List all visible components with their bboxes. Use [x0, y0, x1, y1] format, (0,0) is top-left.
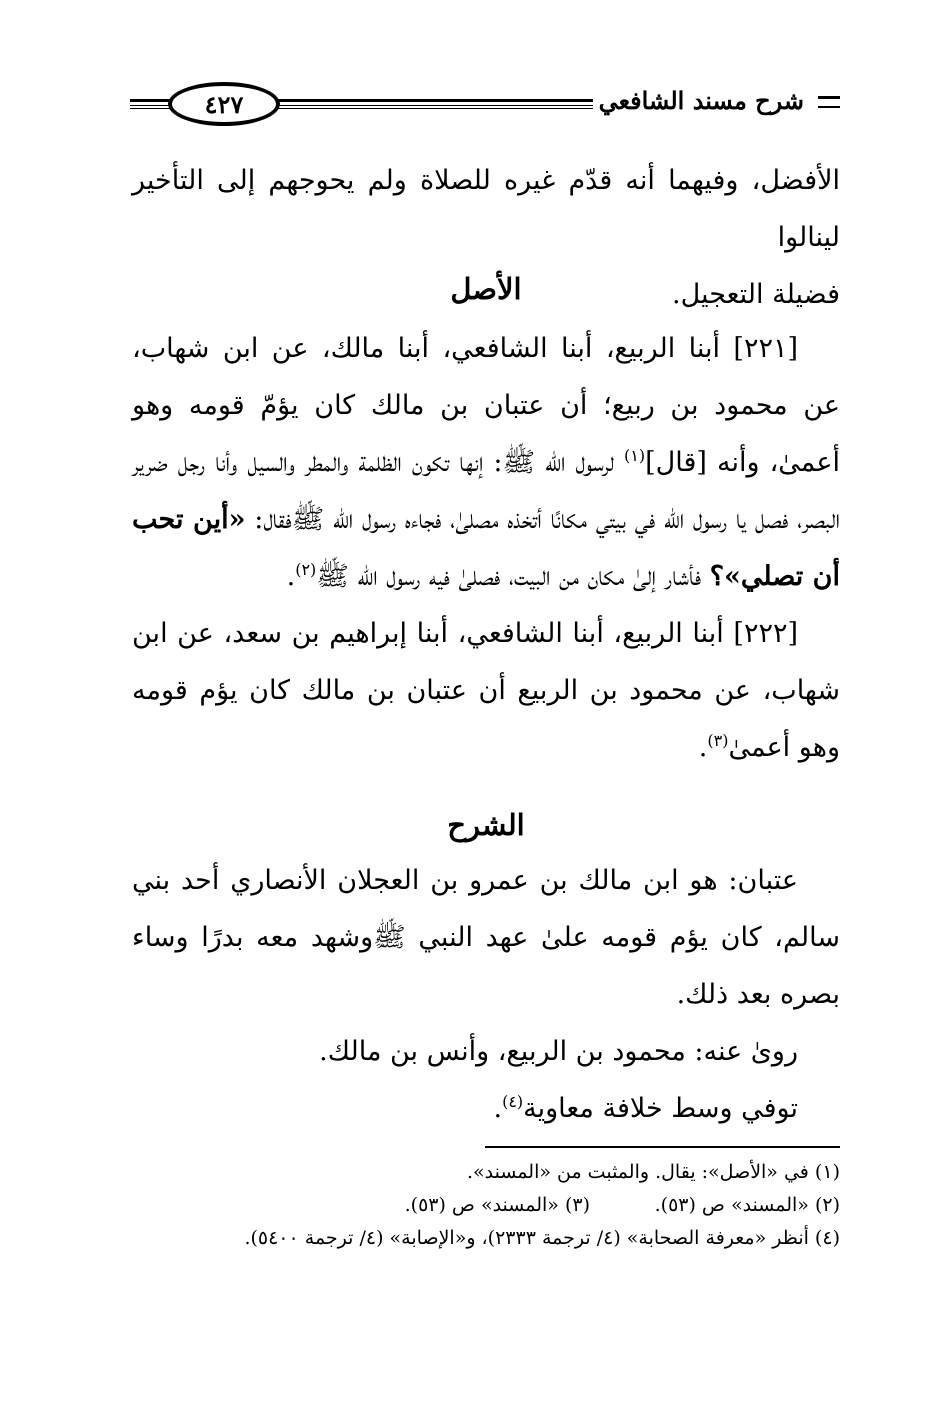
- footnote-3: (٣) «المسند» ص (٥٣).: [404, 1194, 590, 1216]
- commentary-line-3-end: .: [493, 1093, 503, 1124]
- page-number: ٤٢٧: [168, 82, 280, 126]
- hadith-222: [132, 605, 840, 776]
- running-header: [130, 80, 840, 130]
- hadith-222-text: [٢٢٢] أبنا الربيع، أبنا الشافعي، أبنا إبراهيم بن سعد، عن ابن شهاب، عن محمود بن الربيع أن عتبان بن مالك كان يؤم قومه وهو أعمىٰ: [132, 618, 840, 763]
- footnote-2: (٢) «المسند» ص (٥٣).: [654, 1194, 840, 1216]
- commentary-line-3: [132, 1080, 840, 1137]
- footnote-ref-4[interactable]: (٤): [502, 1092, 524, 1111]
- footnote-ref-2[interactable]: (٢): [295, 560, 317, 579]
- section-heading-asl: الأصل: [450, 272, 522, 306]
- header-rule-right: [818, 96, 840, 108]
- running-title: شرح مسند الشافعي: [593, 86, 810, 115]
- hadith-221-end: .: [286, 561, 296, 592]
- commentary-para-1: عتبان: هو ابن مالك بن عمرو بن العجلان الأنصاري أحد بني سالم، كان يؤم قومه علىٰ عهد النبي ﷺوشهد معه بدرًا وساء بصره بعد ذلك.: [132, 865, 840, 1010]
- footnotes: [132, 1156, 840, 1255]
- intro-line-2: فضيلة التعجيل.: [672, 279, 840, 310]
- commentary-line-2: روىٰ عنه: محمود بن الربيع، وأنس بن مالك.: [319, 1036, 798, 1067]
- intro-line-1: الأفضل، وفيهما أنه قدّم غيره للصلاة ولم يحوجهم إلى التأخير لينالوا: [132, 165, 840, 253]
- hadith-221-text-2: لرسول الله ﷺ: إنها تكون الظلمة والمطر والسيل وأنا رجل ضرير البصر، فصل يا رسول الله في بيتي مكانًا أتخذه مصلىٰ، فجاءه رسول الله ﷺفقال:: [132, 447, 840, 535]
- footnote-1: (١) في «الأصل»: يقال. والمثبت من «المسند».: [466, 1161, 840, 1183]
- hadith-221-quote: «أين تحب أن تصلي»؟: [132, 504, 840, 592]
- hadith-221: [132, 320, 840, 605]
- footnote-ref-3[interactable]: (٣): [707, 731, 729, 750]
- footnote-ref-1[interactable]: (١): [623, 446, 646, 465]
- hadith-222-end: .: [698, 732, 708, 763]
- footnote-4: (٤) أنظر «معرفة الصحابة» (٤/ ترجمة ٢٣٣٣)، و«الإصابة» (٤/ ترجمة ٥٤٠٠).: [244, 1227, 840, 1249]
- section-heading-sharh: الشرح: [447, 808, 525, 842]
- hadith-221-text: [٢٢١] أبنا الربيع، أبنا الشافعي، أبنا مالك، عن ابن شهاب، عن محمود بن ربيع؛ أن عتبان بن مالك كان يؤمّ قومه وهو أعمىٰ، وأنه [قال]: [132, 333, 841, 478]
- commentary-line-3-text: توفي وسط خلافة معاوية: [523, 1093, 798, 1124]
- footnote-separator: [485, 1146, 840, 1148]
- commentary-block: [132, 852, 840, 1137]
- footnote-row-2-3: [132, 1189, 840, 1222]
- hadith-block: [132, 320, 840, 776]
- hadith-221-text-3: فأشار إلىٰ مكان من البيت، فصلىٰ فيه رسول الله ﷺ: [316, 561, 710, 592]
